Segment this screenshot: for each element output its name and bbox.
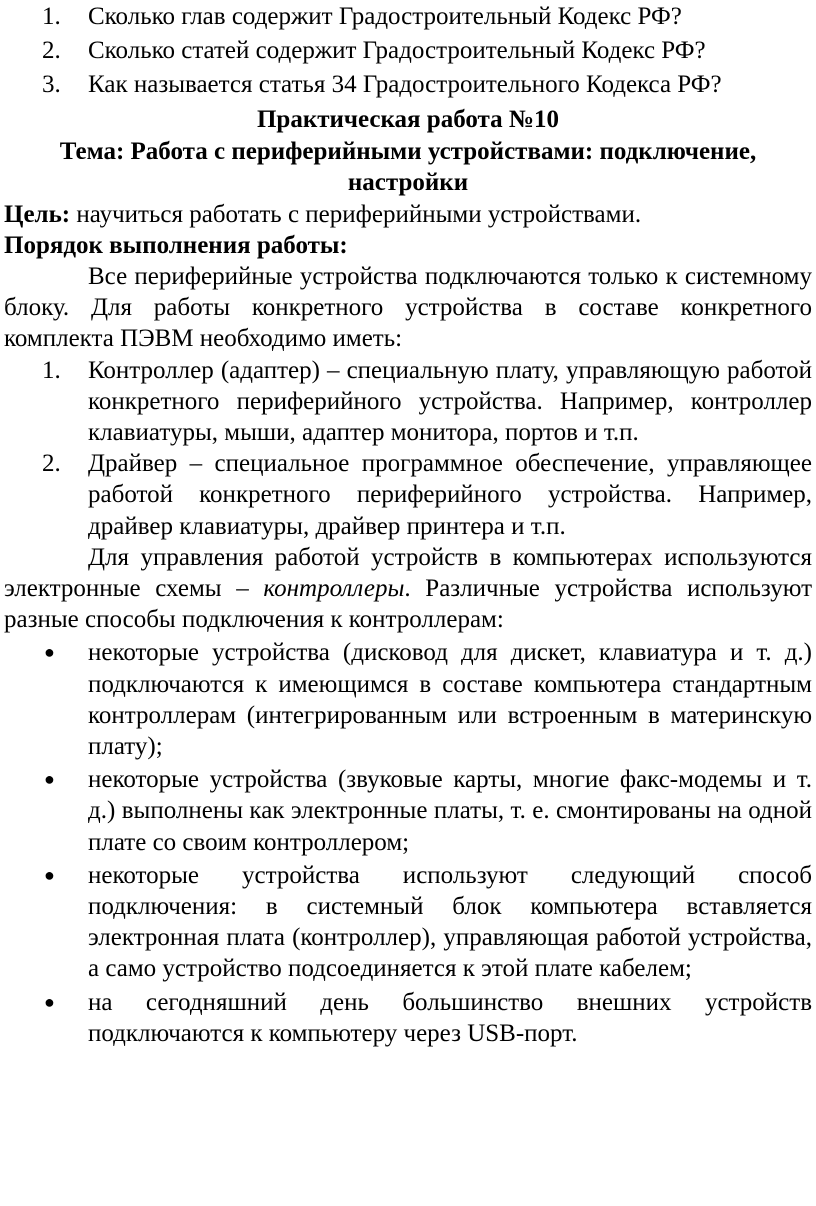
question-text: Как называется статья 34 Градостроительного Кодекса РФ?: [88, 71, 722, 98]
list-number: 1.: [42, 3, 61, 30]
question-item: [4, 0, 812, 34]
list-item: [4, 637, 812, 762]
question-text: Сколько глав содержит Градостроительный Кодекс РФ?: [88, 3, 682, 30]
list-number: 2.: [42, 37, 61, 64]
bullet-text: на сегодняшний день большинство внешних устройств подключаются к компьютеру через USB-порт.: [88, 988, 812, 1047]
work-title: Практическая работа №10: [256, 106, 560, 133]
connection-methods-list: [4, 637, 812, 1049]
list-item: [4, 860, 812, 985]
controllers-paragraph: [4, 542, 812, 636]
requirement-text: Контроллер (адаптер) – специальную плату, управляющую работой конкретного периферийного устройства. Например, контроллер клавиатуры, мыши, адаптер монитора, портов и т.п.: [88, 356, 812, 446]
bullet-icon: ●: [44, 642, 55, 663]
list-item: [4, 987, 812, 1049]
work-topic: Тема: Работа с периферийными устройствами: подключение, настройки: [59, 137, 757, 196]
procedure-heading: Порядок выполнения работы:: [4, 231, 348, 259]
question-text: Сколько статей содержит Градостроительный Кодекс РФ?: [88, 37, 706, 64]
question-item: [4, 34, 812, 68]
controllers-term: контроллеры: [263, 574, 405, 602]
goal-text: научиться работать с периферийными устройствами.: [70, 200, 642, 228]
intro-paragraph: Все периферийные устройства подключаются только к системному блоку. Для работы конкретного устройства в составе конкретного комплекта ПЭВМ необходимо иметь:: [4, 262, 812, 353]
requirements-list: [4, 355, 812, 542]
questions-list: [4, 0, 812, 102]
list-number: 1.: [42, 356, 61, 384]
bullet-icon: ●: [44, 864, 55, 885]
bullet-text: некоторые устройства (дисковод для дискет, клавиатура и т. д.) подключаются к имеющимся в составе компьютера стандартным контроллерам (интегрированным или встроенным в материнскую плату);: [88, 639, 812, 760]
requirement-item: [4, 355, 812, 449]
bullet-icon: ●: [44, 769, 55, 790]
goal-line: [4, 199, 812, 230]
requirement-text: Драйвер – специальное программное обеспечение, управляющее работой конкретного периферийного устройства. Например, драйвер клавиатуры, драйвер принтера и т.п.: [88, 450, 812, 540]
list-number: 2.: [42, 450, 61, 478]
goal-label: Цель:: [4, 200, 71, 228]
question-item: [4, 68, 812, 102]
list-item: [4, 764, 812, 858]
bullet-icon: ●: [44, 991, 55, 1012]
controllers-text-after: . Различные устройства используют разные способы подключения к контроллерам:: [4, 574, 813, 634]
bullet-text: некоторые устройства используют следующий способ подключения: в системный блок компьютера вставляется электронная плата (контроллер), управляющая работой устройства, а само устройство подсоединяется к этой плате кабелем;: [88, 861, 812, 983]
requirement-item: [4, 448, 812, 542]
bullet-text: некоторые устройства (звуковые карты, многие факс-модемы и т. д.) выполнены как электронные платы, т. е. смонтированы на одной плате со своим контроллером;: [88, 766, 812, 856]
controllers-text-before: Для управления работой устройств в компьютерах используются электронные схемы –: [4, 543, 812, 602]
list-number: 3.: [42, 71, 61, 98]
